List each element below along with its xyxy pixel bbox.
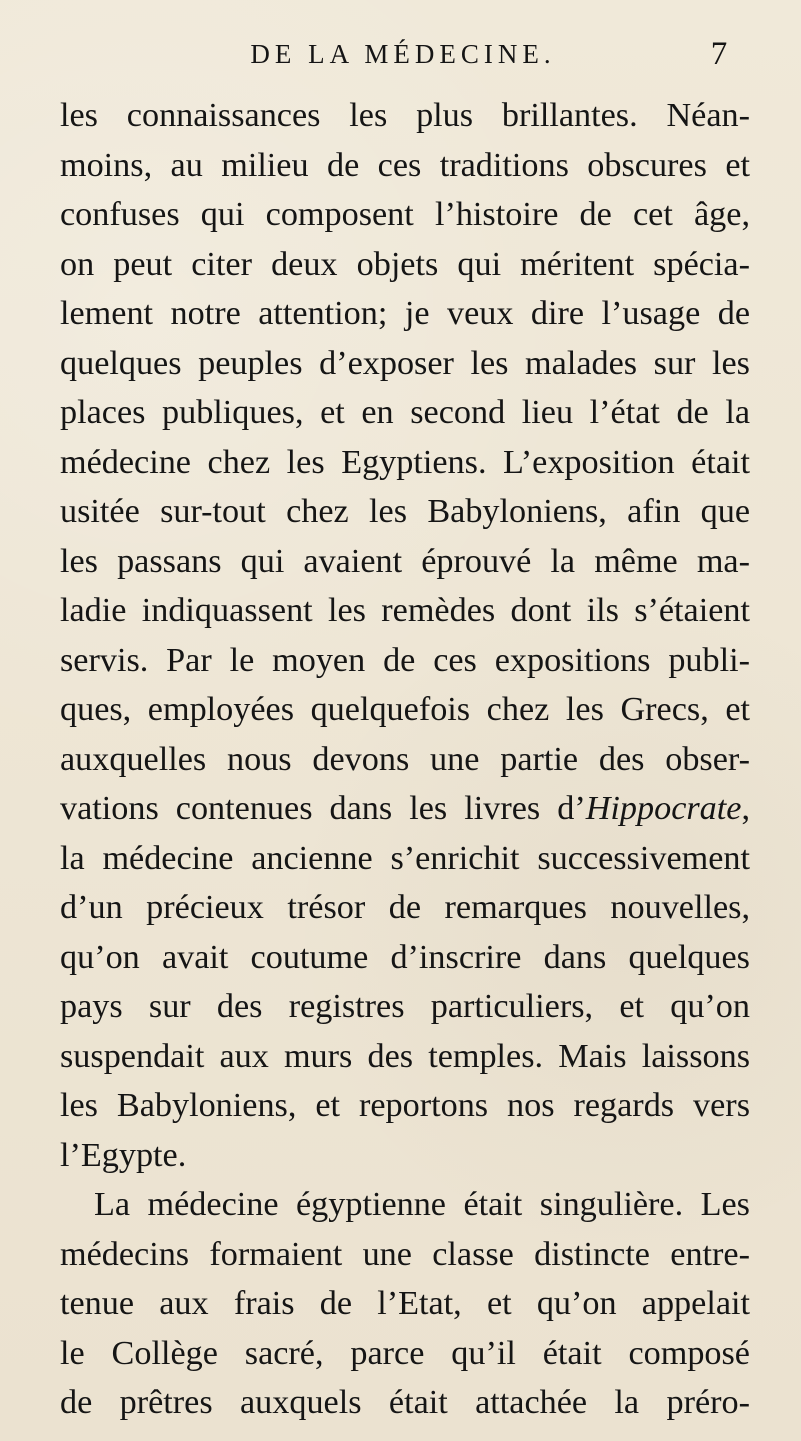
text-line-6: quelques peuples d’exposer les malades sur les — [60, 344, 750, 382]
running-head: DE LA MÉDECINE. — [250, 39, 556, 69]
text-line-21: les Babyloniens, et reportons nos regards vers — [60, 1087, 750, 1124]
text-line-27: de prêtres auxquels était attachée la préro- — [60, 1384, 750, 1421]
text-line-15 — [60, 784, 750, 834]
text-line-3: confuses qui composent l’histoire de cet âge, — [60, 196, 750, 233]
text-line-26: le Collège sacré, parce qu’il était composé — [60, 1334, 750, 1372]
text-line-2: moins, au milieu de ces traditions obscures et — [60, 146, 750, 184]
text-line-10: les passans qui avaient éprouvé la même ma- — [60, 542, 750, 580]
page-number: 7 — [710, 36, 728, 72]
text-line-11: ladie indiquassent les remèdes dont ils s’étaient — [60, 592, 750, 629]
text-line-15-before: vations contenues dans les livres d’ — [60, 790, 586, 827]
text-line-9: usitée sur-tout chez les Babyloniens, afin que — [60, 493, 750, 530]
text-line-17: d’un précieux trésor de remarques nouvelles, — [60, 889, 750, 926]
text-line-19: pays sur des registres particuliers, et qu’on — [60, 988, 750, 1025]
text-line-1: les connaissances les plus brillantes. Néan- — [60, 97, 750, 134]
text-line-4: on peut citer deux objets qui méritent spécia- — [60, 245, 750, 283]
text-line-24: médecins formaient une classe distincte entre- — [60, 1235, 750, 1273]
text-line-18: qu’on avait coutume d’inscrire dans quelques — [60, 938, 750, 976]
text-line-8: médecine chez les Egyptiens. L’exposition était — [60, 443, 750, 481]
text-line-5: lement notre attention; je veux dire l’usage de — [60, 295, 750, 332]
text-line-15-after: , — [741, 790, 750, 827]
text-line-14: auxquelles nous devons une partie des obser- — [60, 740, 750, 778]
hippocrate-title: Hippocrate — [585, 790, 742, 827]
text-line-20: suspendait aux murs des temples. Mais laissons — [60, 1037, 750, 1075]
page-header — [0, 34, 801, 84]
text-line-22: l’Egypte. — [60, 1136, 187, 1174]
text-line-7: places publiques, et en second lieu l’état de la — [60, 394, 750, 431]
text-line-23: La médecine égyptienne était singulière. Les — [94, 1186, 750, 1223]
text-line-13: ques, employées quelquefois chez les Grecs, et — [60, 691, 750, 728]
text-line-16: la médecine ancienne s’enrichit successivement — [60, 839, 750, 877]
text-line-12: servis. Par le moyen de ces expositions publi- — [60, 641, 750, 679]
text-line-25: tenue aux frais de l’Etat, et qu’on appelait — [60, 1285, 750, 1322]
body-text — [60, 91, 750, 1428]
